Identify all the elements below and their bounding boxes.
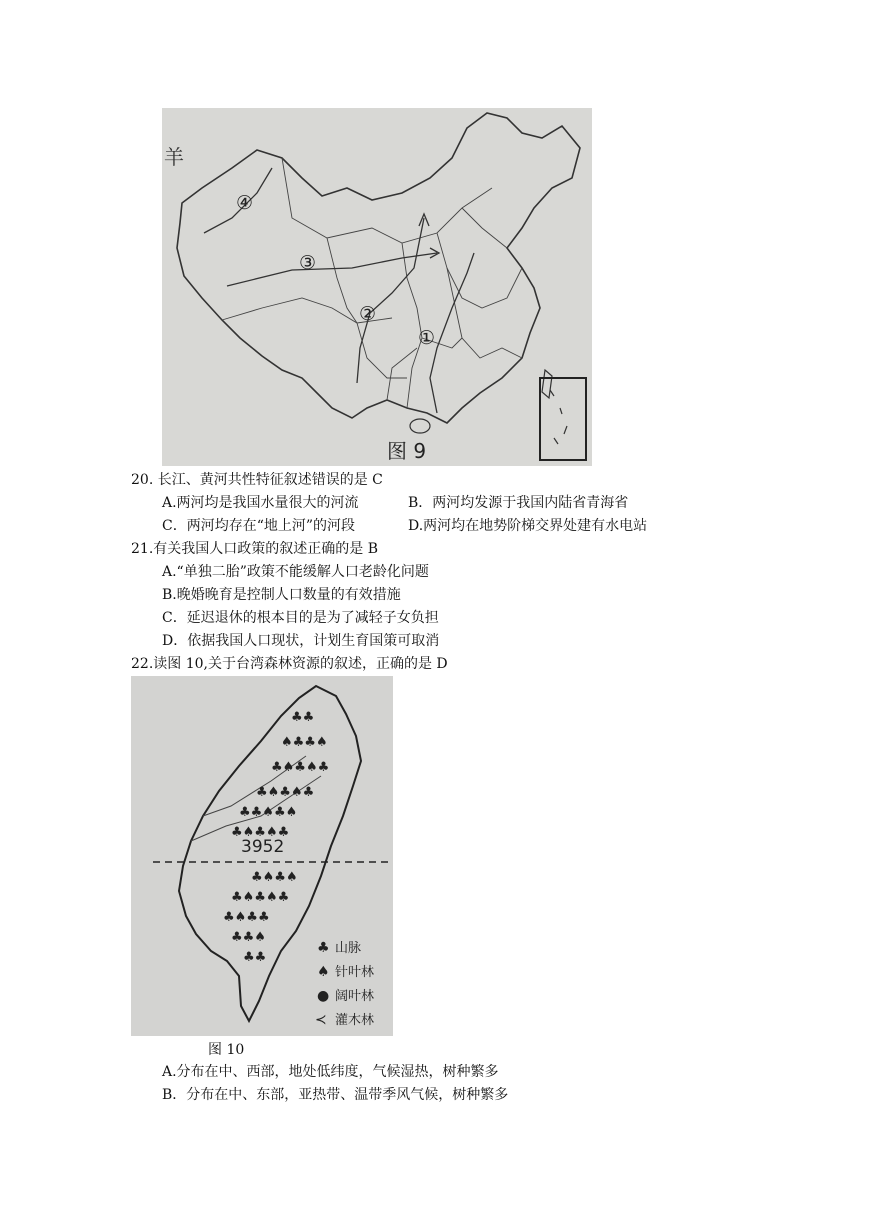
legend-conifer: 针叶林 — [335, 965, 375, 980]
q22-option-b: B．分布在中、东部，亚热带、温带季风气候，树种繁多 — [162, 1087, 509, 1103]
legend — [315, 940, 374, 1028]
svg-text:♣♣♠♣♠: ♣♣♠♣♠ — [239, 805, 298, 820]
q22-option-a: A.分布在中、西部，地处低纬度，气候湿热，树种繁多 — [162, 1064, 499, 1080]
china-map-drawing — [162, 108, 592, 466]
legend-symbol-broadleaf: ● — [317, 988, 330, 1004]
q20-option-c: C．两河均存在“地上河”的河段 — [162, 518, 356, 534]
legend-symbol-mountain: ♣ — [317, 940, 330, 956]
figure-9-caption: 图 9 — [387, 439, 427, 463]
legend-symbol-conifer: ♠ — [317, 964, 330, 980]
q22-stem: 22.读图 10,关于台湾森林资源的叙述，正确的是 D — [131, 656, 448, 672]
hainan-island — [410, 419, 430, 433]
svg-text:♣♠♣♠: ♣♠♣♠ — [251, 870, 298, 885]
q21-option-b: B.晚婚晚育是控制人口数量的有效措施 — [162, 587, 401, 603]
q20-option-a: A.两河均是我国水量很大的河流 — [162, 495, 359, 511]
marker-2: ② — [359, 303, 377, 325]
peak-elevation-label: 3952 — [241, 837, 285, 857]
figure-10-taiwan-map — [131, 676, 393, 1036]
china-outline — [177, 113, 580, 423]
svg-text:♣♣: ♣♣ — [291, 710, 315, 725]
legend-symbol-shrub: ≺ — [315, 1012, 327, 1028]
svg-text:♣♠♣♠♣: ♣♠♣♠♣ — [231, 890, 290, 905]
marker-3: ③ — [299, 252, 317, 274]
figure-10-caption: 图 10 — [208, 1042, 245, 1058]
svg-text:♣♠♣♠♣: ♣♠♣♠♣ — [256, 785, 315, 800]
q21-option-d: D．依据我国人口现状，计划生育国策可取消 — [162, 633, 440, 649]
svg-text:♠♣♣♠: ♠♣♣♠ — [281, 735, 328, 750]
legend-shrub: 灌木林 — [335, 1013, 375, 1028]
taiwan-island — [542, 370, 552, 398]
q21-stem: 21.有关我国人口政策的叙述正确的是 B — [131, 541, 379, 557]
q21-option-c: C．延迟退休的根本目的是为了减轻子女负担 — [162, 610, 439, 626]
marker-4: ④ — [236, 192, 254, 214]
q20-option-b: B．两河均发源于我国内陆省青海省 — [408, 495, 629, 511]
legend-broadleaf: 阔叶林 — [335, 989, 375, 1004]
q20-option-d: D.两河均在地势阶梯交界处建有水电站 — [408, 518, 648, 534]
marker-1: ① — [418, 327, 436, 349]
svg-text:♣♣: ♣♣ — [243, 950, 267, 965]
q21-option-a: A.“单独二胎”政策不能缓解人口老龄化问题 — [162, 564, 429, 580]
svg-text:♣♠♣♠♣: ♣♠♣♠♣ — [231, 825, 290, 840]
south-china-sea-inset — [540, 378, 586, 460]
svg-text:♣♠♣♠♣: ♣♠♣♠♣ — [271, 760, 330, 775]
corner-label: 羊 — [164, 145, 184, 169]
figure-9-china-map — [162, 108, 592, 466]
taiwan-map-drawing — [131, 676, 393, 1036]
svg-text:♣♠♣♣: ♣♠♣♣ — [223, 910, 270, 925]
legend-mountain: 山脉 — [335, 941, 362, 956]
q20-stem: 20. 长江、黄河共性特征叙述错误的是 C — [131, 472, 383, 488]
svg-text:♣♣♠: ♣♣♠ — [231, 930, 266, 945]
